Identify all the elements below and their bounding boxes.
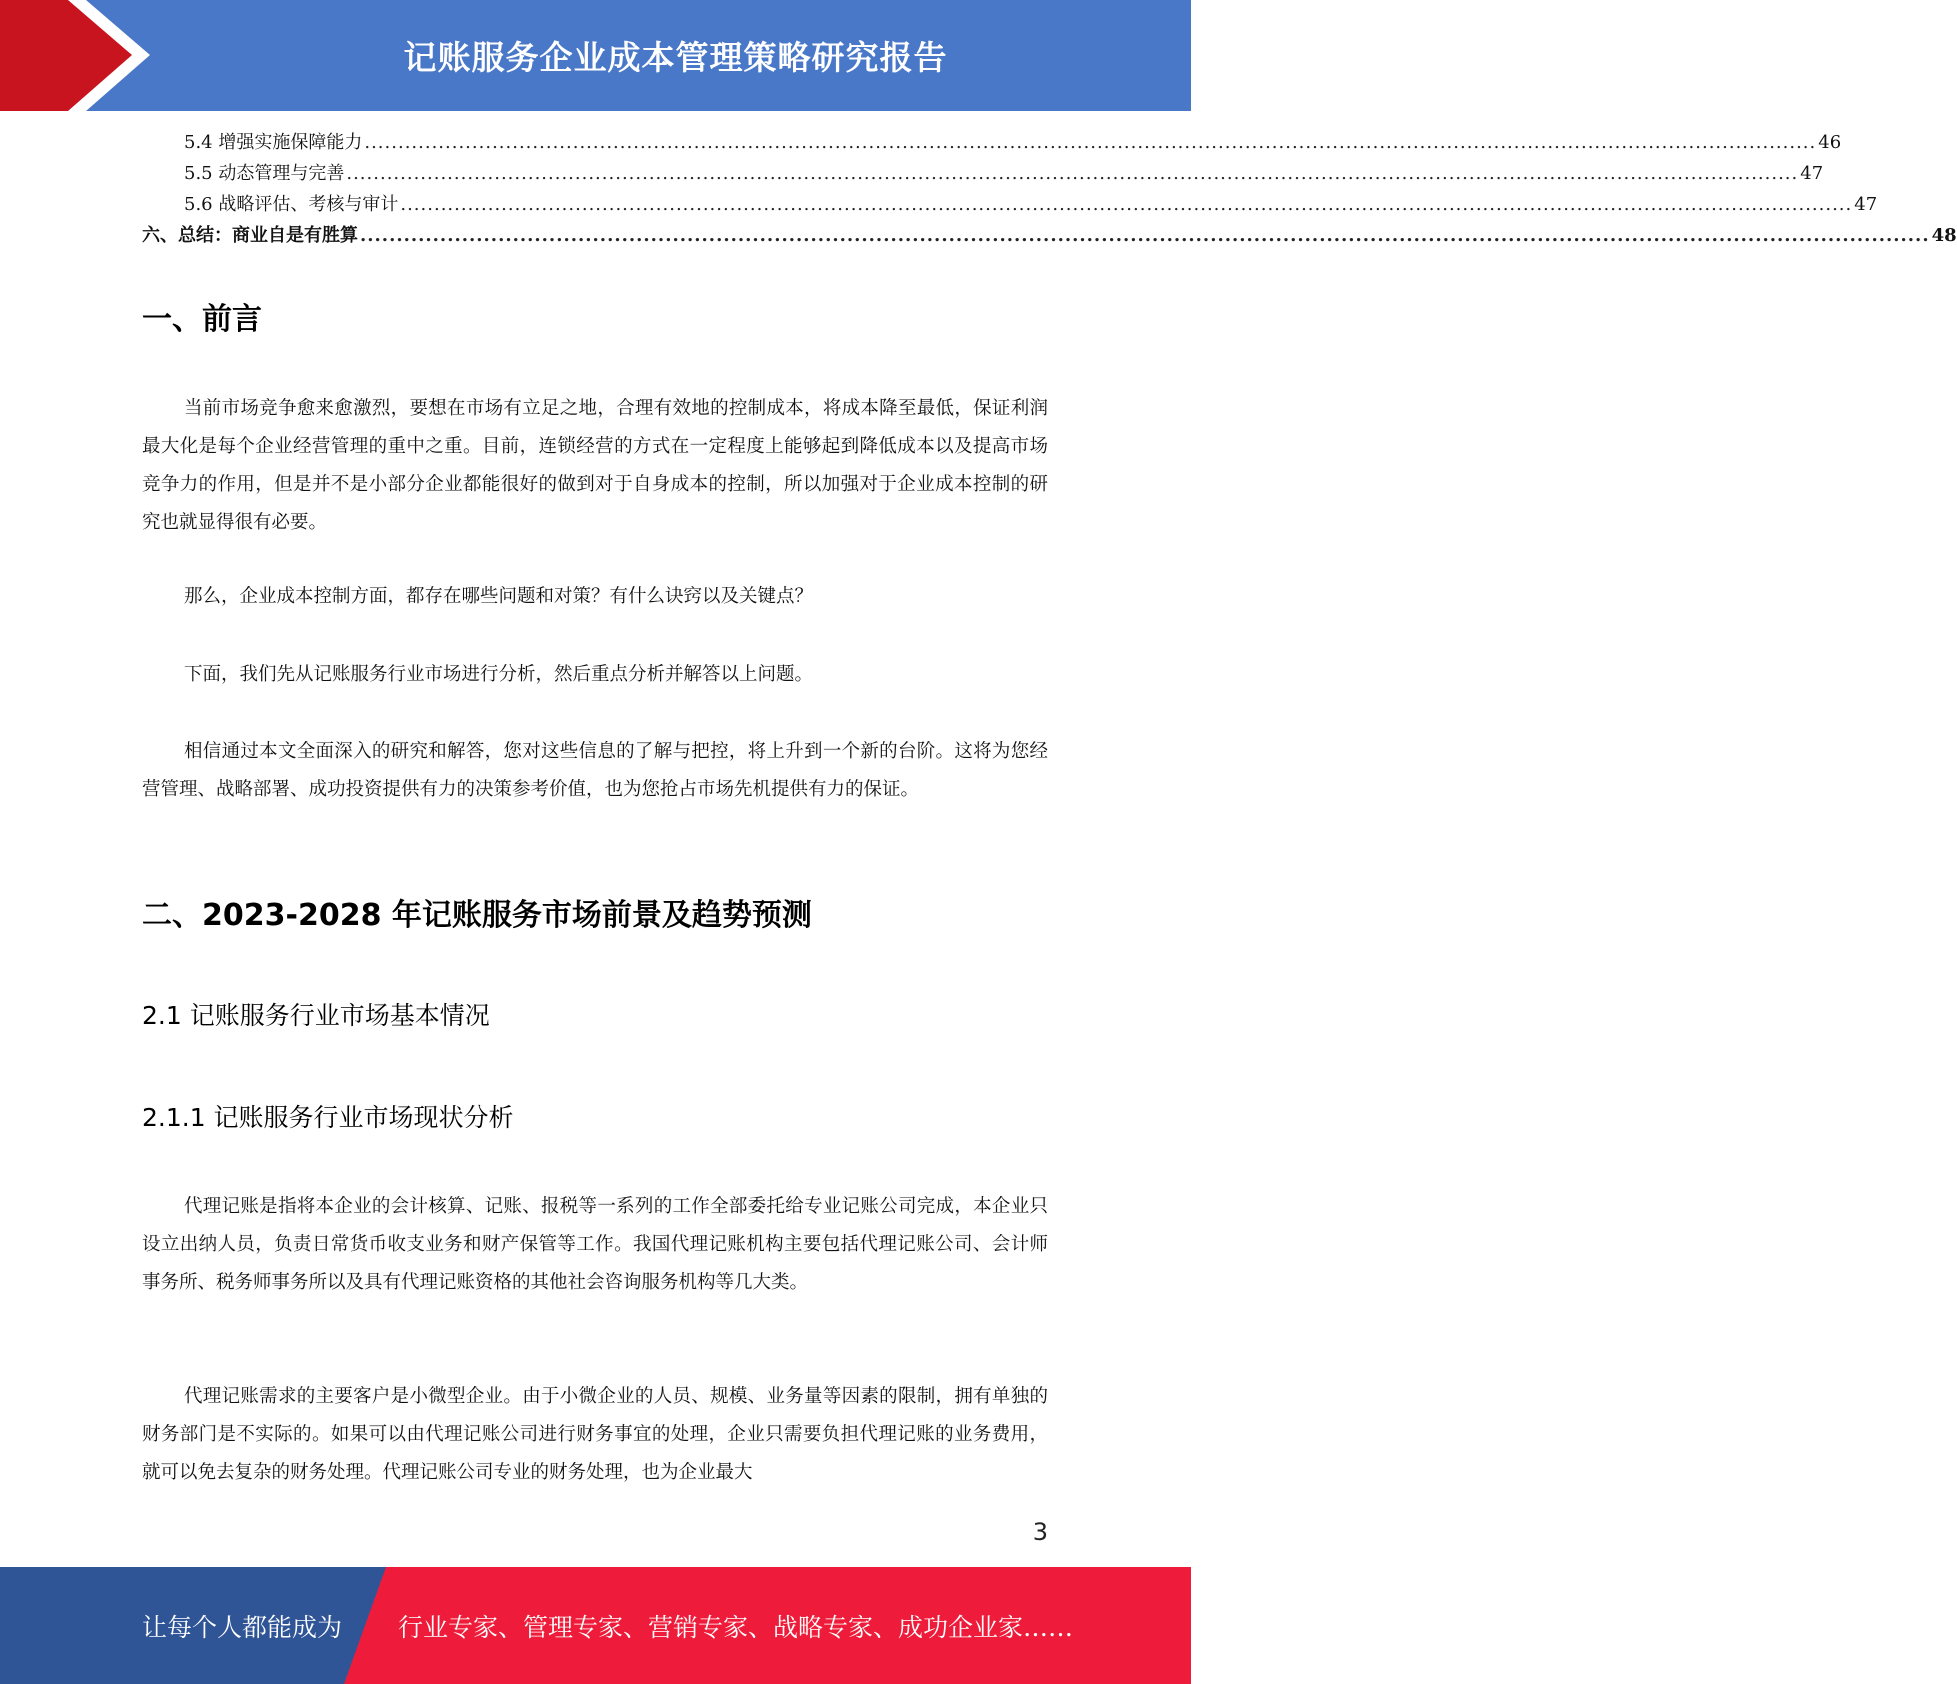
toc-entry-page: 47	[1854, 194, 1878, 215]
toc-entry[interactable]	[142, 190, 1878, 221]
toc-entry-page: 46	[1818, 132, 1842, 153]
toc-entry-label: 六、总结：商业自是有胜算	[142, 225, 358, 246]
toc-leader-dots: ........................................................................................................................................................................................................................	[364, 132, 1817, 153]
preface-paragraph: 下面，我们先从记账服务行业市场进行分析，然后重点分析并解答以上问题。	[184, 664, 814, 685]
preface-paragraph: 那么，企业成本控制方面，都存在哪些问题和对策？有什么诀窍以及关键点？	[184, 586, 814, 607]
toc-leader-dots: ........................................................................................................................................................................................................................	[346, 163, 1799, 184]
page-number: 3	[1032, 1518, 1048, 1546]
footer-slogan-right: 行业专家、管理专家、营销专家、战略专家、成功企业家……	[398, 1612, 1074, 1642]
toc-leader-dots: ........................................................................................................................................................................................................................	[360, 225, 1930, 246]
table-of-contents	[142, 128, 1957, 252]
section-heading-preface: 一、前言	[142, 302, 262, 337]
toc-leader-dots: ........................................................................................................................................................................................................................	[400, 194, 1853, 215]
preface-paragraph: 相信通过本文全面深入的研究和解答，您对这些信息的了解与把控，将上升到一个新的台阶。这将为您经营管理、战略部署、成功投资提供有力的决策参考价值，也为您抢占市场先机提供有力的保证。	[142, 741, 1048, 800]
status-paragraph: 代理记账需求的主要客户是小微型企业。由于小微企业的人员、规模、业务量等因素的限制，拥有单独的财务部门是不实际的。如果可以由代理记账公司进行财务事宜的处理，企业只需要负担代理记账的业务费用，就可以免去复杂的财务处理。代理记账公司专业的财务处理，也为企业最大	[142, 1386, 1048, 1483]
toc-entry[interactable]	[142, 221, 1957, 252]
section-heading-forecast: 二、2023-2028 年记账服务市场前景及趋势预测	[142, 898, 812, 933]
subsection-heading: 2.1.1 记账服务行业市场现状分析	[142, 1103, 514, 1132]
preface-paragraph: 当前市场竞争愈来愈激烈，要想在市场有立足之地，合理有效地的控制成本，将成本降至最低，保证利润最大化是每个企业经营管理的重中之重。目前，连锁经营的方式在一定程度上能够起到降低成本以及提高市场竞争力的作用，但是并不是小部分企业都能很好的做到对于自身成本的控制，所以加强对于企业成本控制的研究也就显得很有必要。	[142, 398, 1048, 533]
status-paragraph: 代理记账是指将本企业的会计核算、记账、报税等一系列的工作全部委托给专业记账公司完成，本企业只设立出纳人员，负责日常货币收支业务和财产保管等工作。我国代理记账机构主要包括代理记账公司、会计师事务所、税务师事务所以及具有代理记账资格的其他社会咨询服务机构等几大类。	[142, 1196, 1048, 1293]
toc-entry-label: 5.6 战略评估、考核与审计	[184, 194, 399, 215]
toc-entry-page: 48	[1931, 225, 1957, 246]
toc-entry[interactable]	[142, 128, 1842, 159]
footer-slogan-left: 让每个人都能成为	[142, 1612, 343, 1642]
report-title: 记账服务企业成本管理策略研究报告	[403, 38, 948, 77]
page-footer	[0, 1567, 1191, 1684]
toc-entry-label: 5.5 动态管理与完善	[184, 163, 345, 184]
toc-entry[interactable]	[142, 159, 1824, 190]
subsection-heading: 2.1 记账服务行业市场基本情况	[142, 1001, 490, 1030]
toc-entry-page: 47	[1800, 163, 1824, 184]
toc-entry-label: 5.4 增强实施保障能力	[184, 132, 363, 153]
page-header	[0, 0, 1191, 111]
